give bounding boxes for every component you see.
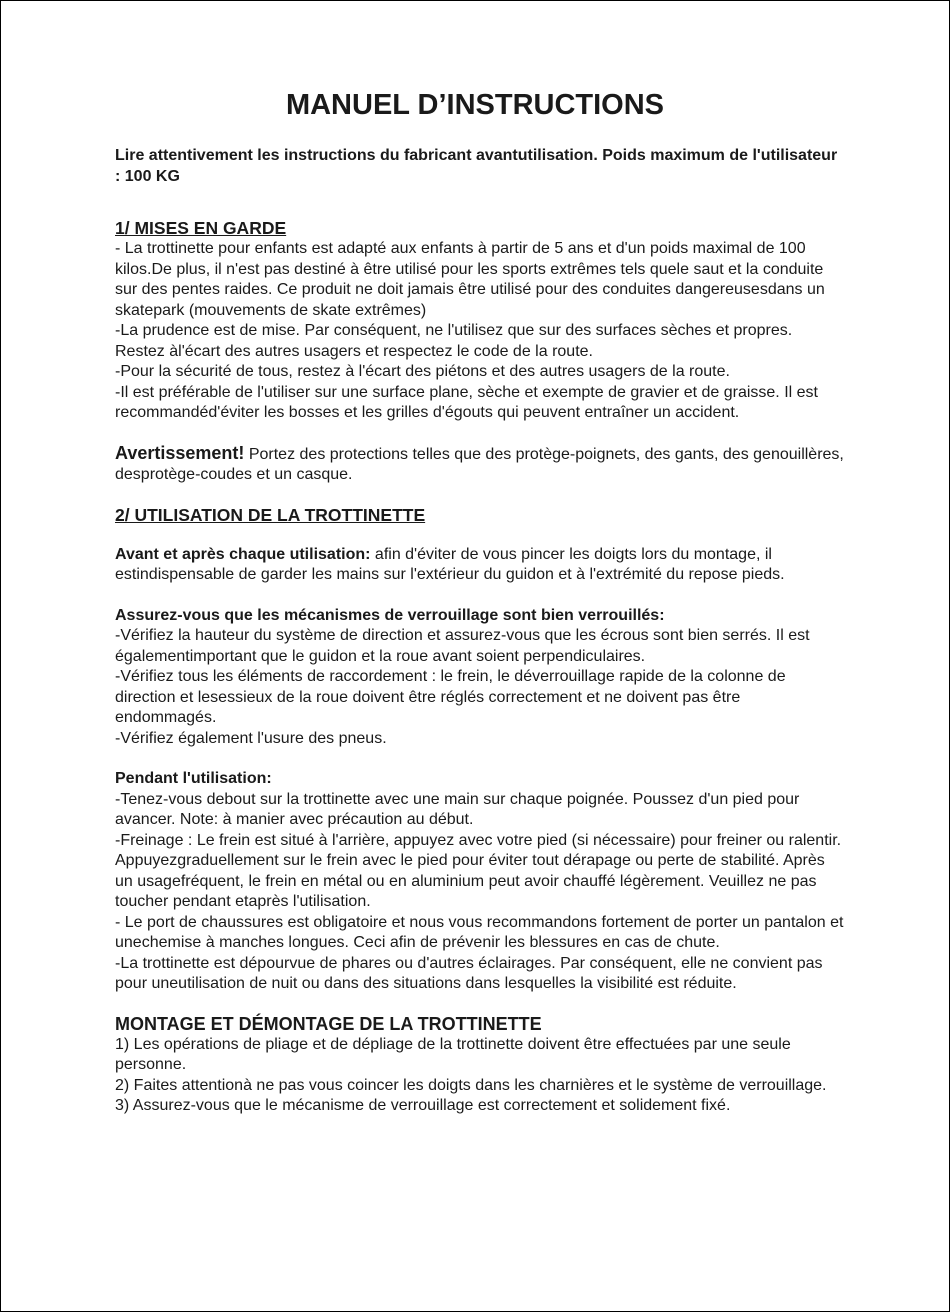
- page-title: MANUEL D’INSTRUCTIONS: [285, 89, 665, 121]
- warning-text: Portez des protections telles que des protège-poignets, des gants, des genouillères, desprotège-coudes et un casque.: [115, 445, 844, 483]
- s3-paragraph: 1) Les opérations de pliage et de dépliage de la trottinette doivent être effectuées par une seule personne.: [115, 1035, 791, 1073]
- during-paragraph: - Le port de chaussures est obligatoire et nous vous recommandons fortement de porter un pantalon et unechemise à manches longues. Ceci afin de prévenir les blessures en cas de chute.: [115, 913, 844, 951]
- s1-paragraph: - La trottinette pour enfants est adapté aux enfants à partir de 5 ans et d'un poids maximal de 100 kilos.De plus, il n'est pas destiné à être utilisé pour les sports extrêmes tels quele saut et la conduite sur des pentes raides. Ce produit ne doit jamais être utilisé pour des conduites dangereusesdans un skatepark (mouvements de skate extrêmes): [115, 240, 825, 319]
- before-after-paragraph: [115, 545, 845, 586]
- warning-lead: Avertissement!: [115, 442, 245, 463]
- before-after-text: afin d'éviter de vous pincer les doigts lors du montage, il estindispensable de garder les mains sur l'extérieur du guidon et à l'extrémité du repose pieds.: [115, 545, 785, 583]
- warning-paragraph: [115, 443, 845, 486]
- locks-heading: Assurez-vous que les mécanismes de verrouillage sont bien verrouillés:: [115, 606, 665, 624]
- locks-paragraph: -Vérifiez la hauteur du système de direction et assurez-vous que les écrous sont bien serrés. Il est égalementimportant que le guidon et la roue avant soient perpendiculaires.: [115, 627, 810, 665]
- intro-notice: Lire attentivement les instructions du fabricant avantutilisation. Poids maximum de l'utilisateur : 100 KG: [115, 147, 838, 185]
- locks-paragraph: -Vérifiez tous les éléments de raccordement : le frein, le déverrouillage rapide de la colonne de direction et lesessieux de la roue doivent être réglés correctement et ne doivent pas être endommagés.: [115, 668, 786, 726]
- manual-content: [115, 146, 845, 1117]
- s3-paragraph: 2) Faites attentionà ne pas vous coincer les doigts dans les charnières et le système de verrouillage.: [115, 1076, 827, 1094]
- section-1-heading: 1/ MISES EN GARDE: [115, 218, 287, 238]
- s3-paragraph: 3) Assurez-vous que le mécanisme de verrouillage est correctement et solidement fixé.: [115, 1097, 731, 1114]
- before-after-lead: Avant et après chaque utilisation:: [115, 545, 371, 563]
- during-paragraph: -Freinage : Le frein est situé à l'arrière, appuyez avec votre pied (si nécessaire) pour freiner ou ralentir. Appuyezgraduellement sur le frein avec le pied pour éviter tout dérapage ou perte de stabilité. Après un usagefréquent, le frein en métal ou en aluminium peut avoir chauffé légèrement. Veuillez ne pas toucher pendant etaprès l'utilisation.: [115, 831, 842, 910]
- s1-paragraph: -Pour la sécurité de tous, restez à l'écart des piétons et des autres usagers de la route.: [115, 363, 730, 380]
- s1-paragraph: -La prudence est de mise. Par conséquent, ne l'utilisez que sur des surfaces sèches et propres. Restez àl'écart des autres usagers et respectez le code de la route.: [115, 322, 793, 360]
- section-3-heading: MONTAGE ET DÉMONTAGE DE LA TROTTINETTE: [115, 1013, 542, 1034]
- locks-paragraph: -Vérifiez également l'usure des pneus.: [115, 729, 387, 747]
- during-paragraph: -Tenez-vous debout sur la trottinette avec une main sur chaque poignée. Poussez d'un pied pour avancer. Note: à manier avec précaution au début.: [115, 790, 800, 828]
- during-paragraph: -La trottinette est dépourvue de phares ou d'autres éclairages. Par conséquent, elle ne convient pas pour uneutilisation de nuit ou dans des situations dans lesquelles la visibilité est réduite.: [115, 954, 823, 992]
- during-heading: Pendant l'utilisation:: [115, 770, 272, 787]
- section-2-heading: 2/ UTILISATION DE LA TROTTINETTE: [115, 504, 426, 525]
- s1-paragraph: -Il est préférable de l'utiliser sur une surface plane, sèche et exempte de gravier et de graisse. Il est recommandéd'éviter les bosses et les grilles d'égouts qui peuvent entraîner un accident.: [115, 383, 818, 421]
